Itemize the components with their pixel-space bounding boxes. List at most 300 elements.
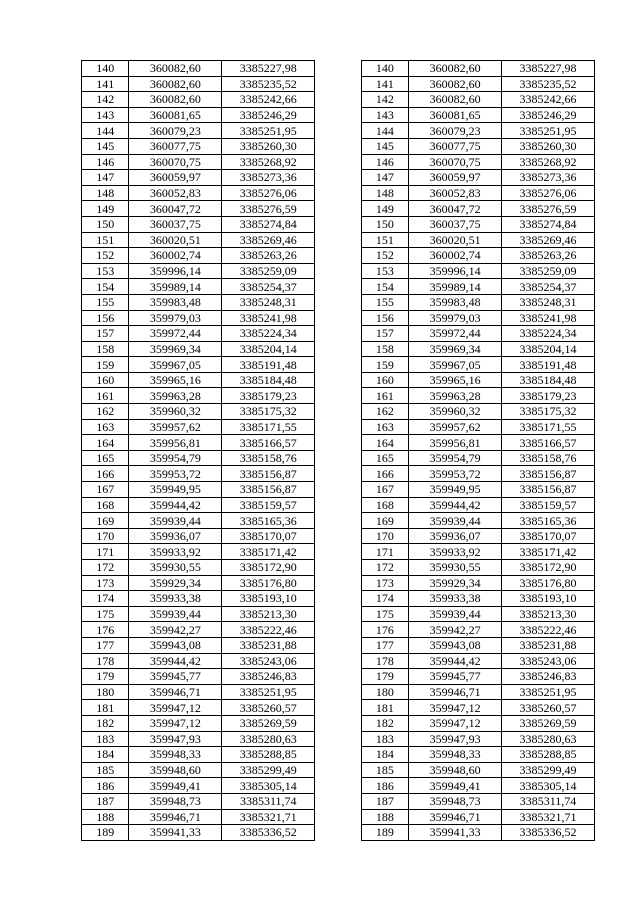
left-y-coordinate-cell: 3385305,14 xyxy=(222,778,315,794)
column-gap xyxy=(315,528,361,544)
column-gap xyxy=(315,575,361,591)
right-x-coordinate-cell: 359989,14 xyxy=(409,279,502,295)
right-y-coordinate-cell: 3385268,92 xyxy=(502,154,595,170)
right-point-number-cell: 185 xyxy=(361,762,408,778)
column-gap xyxy=(315,482,361,498)
left-y-coordinate-cell: 3385288,85 xyxy=(222,747,315,763)
column-gap xyxy=(315,232,361,248)
left-y-coordinate-cell: 3385260,30 xyxy=(222,138,315,154)
left-point-number-cell: 145 xyxy=(82,138,129,154)
right-y-coordinate-cell: 3385276,59 xyxy=(502,201,595,217)
left-y-coordinate-cell: 3385311,74 xyxy=(222,793,315,809)
right-y-coordinate-cell: 3385263,26 xyxy=(502,248,595,264)
left-point-number-cell: 187 xyxy=(82,793,129,809)
table-row xyxy=(82,560,595,576)
right-x-coordinate-cell: 359936,07 xyxy=(409,528,502,544)
right-y-coordinate-cell: 3385165,36 xyxy=(502,513,595,529)
right-x-coordinate-cell: 360082,60 xyxy=(409,76,502,92)
right-x-coordinate-cell: 359945,77 xyxy=(409,669,502,685)
right-point-number-cell: 157 xyxy=(361,326,408,342)
left-x-coordinate-cell: 359943,08 xyxy=(129,637,222,653)
column-gap xyxy=(315,731,361,747)
right-y-coordinate-cell: 3385280,63 xyxy=(502,731,595,747)
left-x-coordinate-cell: 359939,44 xyxy=(129,513,222,529)
left-point-number-cell: 155 xyxy=(82,294,129,310)
table-row xyxy=(82,232,595,248)
left-y-coordinate-cell: 3385171,55 xyxy=(222,419,315,435)
right-y-coordinate-cell: 3385246,83 xyxy=(502,669,595,685)
right-point-number-cell: 170 xyxy=(361,528,408,544)
left-y-coordinate-cell: 3385213,30 xyxy=(222,606,315,622)
left-y-coordinate-cell: 3385191,48 xyxy=(222,357,315,373)
left-x-coordinate-cell: 359944,42 xyxy=(129,653,222,669)
right-y-coordinate-cell: 3385305,14 xyxy=(502,778,595,794)
right-point-number-cell: 143 xyxy=(361,107,408,123)
right-x-coordinate-cell: 359960,32 xyxy=(409,404,502,420)
column-gap xyxy=(315,248,361,264)
table-row xyxy=(82,294,595,310)
table-row xyxy=(82,248,595,264)
left-x-coordinate-cell: 359947,93 xyxy=(129,731,222,747)
right-x-coordinate-cell: 359946,71 xyxy=(409,809,502,825)
column-gap xyxy=(315,419,361,435)
left-y-coordinate-cell: 3385260,57 xyxy=(222,700,315,716)
column-gap xyxy=(315,185,361,201)
right-x-coordinate-cell: 360082,60 xyxy=(409,92,502,108)
column-gap xyxy=(315,435,361,451)
table-row xyxy=(82,170,595,186)
left-y-coordinate-cell: 3385224,34 xyxy=(222,326,315,342)
left-y-coordinate-cell: 3385268,92 xyxy=(222,154,315,170)
left-x-coordinate-cell: 359963,28 xyxy=(129,388,222,404)
right-point-number-cell: 163 xyxy=(361,419,408,435)
right-x-coordinate-cell: 359957,62 xyxy=(409,419,502,435)
column-gap xyxy=(315,310,361,326)
right-y-coordinate-cell: 3385172,90 xyxy=(502,560,595,576)
right-point-number-cell: 167 xyxy=(361,482,408,498)
column-gap xyxy=(315,466,361,482)
left-point-number-cell: 183 xyxy=(82,731,129,747)
table-row xyxy=(82,310,595,326)
column-gap xyxy=(315,591,361,607)
right-x-coordinate-cell: 359943,08 xyxy=(409,637,502,653)
right-y-coordinate-cell: 3385176,80 xyxy=(502,575,595,591)
left-y-coordinate-cell: 3385158,76 xyxy=(222,450,315,466)
left-x-coordinate-cell: 359983,48 xyxy=(129,294,222,310)
column-gap xyxy=(315,653,361,669)
left-point-number-cell: 148 xyxy=(82,185,129,201)
left-point-number-cell: 166 xyxy=(82,466,129,482)
right-x-coordinate-cell: 359972,44 xyxy=(409,326,502,342)
right-y-coordinate-cell: 3385227,98 xyxy=(502,61,595,77)
left-point-number-cell: 151 xyxy=(82,232,129,248)
right-point-number-cell: 171 xyxy=(361,544,408,560)
right-y-coordinate-cell: 3385269,46 xyxy=(502,232,595,248)
left-y-coordinate-cell: 3385222,46 xyxy=(222,622,315,638)
right-y-coordinate-cell: 3385276,06 xyxy=(502,185,595,201)
right-y-coordinate-cell: 3385231,88 xyxy=(502,637,595,653)
left-y-coordinate-cell: 3385231,88 xyxy=(222,637,315,653)
column-gap xyxy=(315,669,361,685)
left-point-number-cell: 168 xyxy=(82,497,129,513)
left-point-number-cell: 161 xyxy=(82,388,129,404)
left-point-number-cell: 141 xyxy=(82,76,129,92)
right-x-coordinate-cell: 360070,75 xyxy=(409,154,502,170)
table-row xyxy=(82,326,595,342)
left-x-coordinate-cell: 360002,74 xyxy=(129,248,222,264)
left-point-number-cell: 144 xyxy=(82,123,129,139)
right-point-number-cell: 150 xyxy=(361,216,408,232)
column-gap xyxy=(315,123,361,139)
table-row xyxy=(82,700,595,716)
left-point-number-cell: 173 xyxy=(82,575,129,591)
column-gap xyxy=(315,404,361,420)
table-row xyxy=(82,606,595,622)
right-x-coordinate-cell: 359946,71 xyxy=(409,684,502,700)
left-point-number-cell: 152 xyxy=(82,248,129,264)
right-y-coordinate-cell: 3385242,66 xyxy=(502,92,595,108)
left-point-number-cell: 175 xyxy=(82,606,129,622)
right-x-coordinate-cell: 360037,75 xyxy=(409,216,502,232)
right-y-coordinate-cell: 3385213,30 xyxy=(502,606,595,622)
right-y-coordinate-cell: 3385273,36 xyxy=(502,170,595,186)
right-point-number-cell: 145 xyxy=(361,138,408,154)
column-gap xyxy=(315,357,361,373)
column-gap xyxy=(315,279,361,295)
left-point-number-cell: 182 xyxy=(82,715,129,731)
table-row xyxy=(82,450,595,466)
left-y-coordinate-cell: 3385242,66 xyxy=(222,92,315,108)
right-y-coordinate-cell: 3385159,57 xyxy=(502,497,595,513)
left-point-number-cell: 150 xyxy=(82,216,129,232)
column-gap xyxy=(315,825,361,841)
right-point-number-cell: 140 xyxy=(361,61,408,77)
column-gap xyxy=(315,138,361,154)
left-y-coordinate-cell: 3385269,59 xyxy=(222,715,315,731)
left-x-coordinate-cell: 360082,60 xyxy=(129,61,222,77)
left-y-coordinate-cell: 3385156,87 xyxy=(222,466,315,482)
left-y-coordinate-cell: 3385179,23 xyxy=(222,388,315,404)
column-gap xyxy=(315,294,361,310)
table-row xyxy=(82,372,595,388)
right-y-coordinate-cell: 3385274,84 xyxy=(502,216,595,232)
left-y-coordinate-cell: 3385175,32 xyxy=(222,404,315,420)
right-y-coordinate-cell: 3385260,30 xyxy=(502,138,595,154)
left-y-coordinate-cell: 3385259,09 xyxy=(222,263,315,279)
left-point-number-cell: 153 xyxy=(82,263,129,279)
left-point-number-cell: 164 xyxy=(82,435,129,451)
table-row xyxy=(82,575,595,591)
right-x-coordinate-cell: 360079,23 xyxy=(409,123,502,139)
right-x-coordinate-cell: 359948,60 xyxy=(409,762,502,778)
left-point-number-cell: 188 xyxy=(82,809,129,825)
left-y-coordinate-cell: 3385248,31 xyxy=(222,294,315,310)
left-point-number-cell: 147 xyxy=(82,170,129,186)
right-x-coordinate-cell: 359965,16 xyxy=(409,372,502,388)
table-row xyxy=(82,466,595,482)
column-gap xyxy=(315,201,361,217)
table-row xyxy=(82,715,595,731)
left-point-number-cell: 143 xyxy=(82,107,129,123)
right-x-coordinate-cell: 359963,28 xyxy=(409,388,502,404)
table-row xyxy=(82,762,595,778)
left-x-coordinate-cell: 359960,32 xyxy=(129,404,222,420)
left-point-number-cell: 158 xyxy=(82,341,129,357)
table-row xyxy=(82,92,595,108)
table-row xyxy=(82,653,595,669)
right-x-coordinate-cell: 359930,55 xyxy=(409,560,502,576)
column-gap xyxy=(315,809,361,825)
right-y-coordinate-cell: 3385269,59 xyxy=(502,715,595,731)
left-y-coordinate-cell: 3385227,98 xyxy=(222,61,315,77)
right-point-number-cell: 147 xyxy=(361,170,408,186)
right-point-number-cell: 168 xyxy=(361,497,408,513)
left-point-number-cell: 142 xyxy=(82,92,129,108)
left-x-coordinate-cell: 360020,51 xyxy=(129,232,222,248)
left-y-coordinate-cell: 3385166,57 xyxy=(222,435,315,451)
table-row xyxy=(82,107,595,123)
right-y-coordinate-cell: 3385166,57 xyxy=(502,435,595,451)
table-row xyxy=(82,793,595,809)
right-y-coordinate-cell: 3385171,55 xyxy=(502,419,595,435)
left-y-coordinate-cell: 3385276,06 xyxy=(222,185,315,201)
right-x-coordinate-cell: 359967,05 xyxy=(409,357,502,373)
right-point-number-cell: 178 xyxy=(361,653,408,669)
left-y-coordinate-cell: 3385176,80 xyxy=(222,575,315,591)
left-point-number-cell: 179 xyxy=(82,669,129,685)
left-x-coordinate-cell: 359957,62 xyxy=(129,419,222,435)
left-y-coordinate-cell: 3385241,98 xyxy=(222,310,315,326)
left-x-coordinate-cell: 360059,97 xyxy=(129,170,222,186)
right-y-coordinate-cell: 3385156,87 xyxy=(502,482,595,498)
column-gap xyxy=(315,513,361,529)
left-y-coordinate-cell: 3385156,87 xyxy=(222,482,315,498)
left-x-coordinate-cell: 359989,14 xyxy=(129,279,222,295)
left-x-coordinate-cell: 359933,92 xyxy=(129,544,222,560)
left-y-coordinate-cell: 3385251,95 xyxy=(222,123,315,139)
right-y-coordinate-cell: 3385254,37 xyxy=(502,279,595,295)
right-point-number-cell: 169 xyxy=(361,513,408,529)
right-point-number-cell: 184 xyxy=(361,747,408,763)
column-gap xyxy=(315,793,361,809)
right-point-number-cell: 154 xyxy=(361,279,408,295)
left-y-coordinate-cell: 3385251,95 xyxy=(222,684,315,700)
table-row xyxy=(82,497,595,513)
coordinates-table-body xyxy=(82,61,595,841)
right-y-coordinate-cell: 3385175,32 xyxy=(502,404,595,420)
column-gap xyxy=(315,216,361,232)
left-x-coordinate-cell: 360079,23 xyxy=(129,123,222,139)
right-x-coordinate-cell: 360020,51 xyxy=(409,232,502,248)
left-y-coordinate-cell: 3385321,71 xyxy=(222,809,315,825)
table-row xyxy=(82,778,595,794)
right-point-number-cell: 187 xyxy=(361,793,408,809)
left-point-number-cell: 184 xyxy=(82,747,129,763)
table-row xyxy=(82,341,595,357)
left-x-coordinate-cell: 360037,75 xyxy=(129,216,222,232)
right-point-number-cell: 173 xyxy=(361,575,408,591)
left-point-number-cell: 178 xyxy=(82,653,129,669)
right-y-coordinate-cell: 3385288,85 xyxy=(502,747,595,763)
right-y-coordinate-cell: 3385251,95 xyxy=(502,123,595,139)
left-x-coordinate-cell: 359954,79 xyxy=(129,450,222,466)
right-y-coordinate-cell: 3385241,98 xyxy=(502,310,595,326)
right-point-number-cell: 179 xyxy=(361,669,408,685)
column-gap xyxy=(315,341,361,357)
right-point-number-cell: 175 xyxy=(361,606,408,622)
right-x-coordinate-cell: 359947,12 xyxy=(409,715,502,731)
right-point-number-cell: 188 xyxy=(361,809,408,825)
left-point-number-cell: 157 xyxy=(82,326,129,342)
right-y-coordinate-cell: 3385235,52 xyxy=(502,76,595,92)
right-point-number-cell: 148 xyxy=(361,185,408,201)
table-row xyxy=(82,216,595,232)
column-gap xyxy=(315,762,361,778)
right-y-coordinate-cell: 3385171,42 xyxy=(502,544,595,560)
right-y-coordinate-cell: 3385243,06 xyxy=(502,653,595,669)
right-x-coordinate-cell: 359953,72 xyxy=(409,466,502,482)
left-y-coordinate-cell: 3385274,84 xyxy=(222,216,315,232)
column-gap xyxy=(315,107,361,123)
table-row xyxy=(82,591,595,607)
right-point-number-cell: 165 xyxy=(361,450,408,466)
left-x-coordinate-cell: 360052,83 xyxy=(129,185,222,201)
right-point-number-cell: 156 xyxy=(361,310,408,326)
left-y-coordinate-cell: 3385171,42 xyxy=(222,544,315,560)
right-y-coordinate-cell: 3385158,76 xyxy=(502,450,595,466)
right-x-coordinate-cell: 359969,34 xyxy=(409,341,502,357)
column-gap xyxy=(315,560,361,576)
table-row xyxy=(82,279,595,295)
right-point-number-cell: 164 xyxy=(361,435,408,451)
column-gap xyxy=(315,637,361,653)
left-x-coordinate-cell: 359947,12 xyxy=(129,715,222,731)
left-x-coordinate-cell: 359947,12 xyxy=(129,700,222,716)
right-point-number-cell: 176 xyxy=(361,622,408,638)
table-row xyxy=(82,154,595,170)
left-y-coordinate-cell: 3385336,52 xyxy=(222,825,315,841)
left-x-coordinate-cell: 359949,95 xyxy=(129,482,222,498)
right-x-coordinate-cell: 359939,44 xyxy=(409,513,502,529)
right-x-coordinate-cell: 359944,42 xyxy=(409,497,502,513)
left-y-coordinate-cell: 3385254,37 xyxy=(222,279,315,295)
left-x-coordinate-cell: 359969,34 xyxy=(129,341,222,357)
left-y-coordinate-cell: 3385170,07 xyxy=(222,528,315,544)
right-point-number-cell: 177 xyxy=(361,637,408,653)
column-gap xyxy=(315,747,361,763)
table-row xyxy=(82,263,595,279)
table-row xyxy=(82,637,595,653)
left-point-number-cell: 163 xyxy=(82,419,129,435)
left-x-coordinate-cell: 360070,75 xyxy=(129,154,222,170)
left-point-number-cell: 180 xyxy=(82,684,129,700)
right-y-coordinate-cell: 3385179,23 xyxy=(502,388,595,404)
right-y-coordinate-cell: 3385224,34 xyxy=(502,326,595,342)
coordinates-table xyxy=(81,60,595,841)
left-x-coordinate-cell: 359944,42 xyxy=(129,497,222,513)
right-point-number-cell: 181 xyxy=(361,700,408,716)
right-x-coordinate-cell: 359933,38 xyxy=(409,591,502,607)
left-point-number-cell: 159 xyxy=(82,357,129,373)
table-row xyxy=(82,419,595,435)
right-point-number-cell: 158 xyxy=(361,341,408,357)
table-row xyxy=(82,747,595,763)
right-point-number-cell: 172 xyxy=(361,560,408,576)
right-x-coordinate-cell: 359983,48 xyxy=(409,294,502,310)
left-point-number-cell: 174 xyxy=(82,591,129,607)
right-point-number-cell: 183 xyxy=(361,731,408,747)
right-x-coordinate-cell: 359948,33 xyxy=(409,747,502,763)
right-x-coordinate-cell: 360077,75 xyxy=(409,138,502,154)
left-x-coordinate-cell: 359948,60 xyxy=(129,762,222,778)
right-point-number-cell: 151 xyxy=(361,232,408,248)
right-point-number-cell: 180 xyxy=(361,684,408,700)
left-x-coordinate-cell: 360082,60 xyxy=(129,92,222,108)
left-point-number-cell: 186 xyxy=(82,778,129,794)
right-point-number-cell: 186 xyxy=(361,778,408,794)
left-y-coordinate-cell: 3385193,10 xyxy=(222,591,315,607)
left-point-number-cell: 181 xyxy=(82,700,129,716)
left-x-coordinate-cell: 359942,27 xyxy=(129,622,222,638)
left-x-coordinate-cell: 360047,72 xyxy=(129,201,222,217)
right-y-coordinate-cell: 3385191,48 xyxy=(502,357,595,373)
column-gap xyxy=(315,622,361,638)
right-point-number-cell: 162 xyxy=(361,404,408,420)
right-x-coordinate-cell: 360082,60 xyxy=(409,61,502,77)
right-point-number-cell: 160 xyxy=(361,372,408,388)
table-row xyxy=(82,404,595,420)
left-y-coordinate-cell: 3385276,59 xyxy=(222,201,315,217)
right-point-number-cell: 142 xyxy=(361,92,408,108)
left-point-number-cell: 169 xyxy=(82,513,129,529)
right-y-coordinate-cell: 3385336,52 xyxy=(502,825,595,841)
right-point-number-cell: 152 xyxy=(361,248,408,264)
right-x-coordinate-cell: 360052,83 xyxy=(409,185,502,201)
right-point-number-cell: 149 xyxy=(361,201,408,217)
left-y-coordinate-cell: 3385246,83 xyxy=(222,669,315,685)
right-x-coordinate-cell: 359942,27 xyxy=(409,622,502,638)
left-point-number-cell: 177 xyxy=(82,637,129,653)
left-x-coordinate-cell: 359967,05 xyxy=(129,357,222,373)
left-y-coordinate-cell: 3385273,36 xyxy=(222,170,315,186)
column-gap xyxy=(315,544,361,560)
right-point-number-cell: 189 xyxy=(361,825,408,841)
table-row xyxy=(82,201,595,217)
right-y-coordinate-cell: 3385299,49 xyxy=(502,762,595,778)
left-x-coordinate-cell: 359953,72 xyxy=(129,466,222,482)
right-y-coordinate-cell: 3385321,71 xyxy=(502,809,595,825)
left-y-coordinate-cell: 3385204,14 xyxy=(222,341,315,357)
left-x-coordinate-cell: 359929,34 xyxy=(129,575,222,591)
table-row xyxy=(82,185,595,201)
left-point-number-cell: 165 xyxy=(82,450,129,466)
left-x-coordinate-cell: 359956,81 xyxy=(129,435,222,451)
left-point-number-cell: 156 xyxy=(82,310,129,326)
right-x-coordinate-cell: 359944,42 xyxy=(409,653,502,669)
left-y-coordinate-cell: 3385263,26 xyxy=(222,248,315,264)
left-x-coordinate-cell: 359930,55 xyxy=(129,560,222,576)
right-x-coordinate-cell: 359947,93 xyxy=(409,731,502,747)
right-y-coordinate-cell: 3385251,95 xyxy=(502,684,595,700)
right-point-number-cell: 182 xyxy=(361,715,408,731)
table-row xyxy=(82,138,595,154)
left-x-coordinate-cell: 360081,65 xyxy=(129,107,222,123)
table-row xyxy=(82,61,595,77)
right-y-coordinate-cell: 3385311,74 xyxy=(502,793,595,809)
right-x-coordinate-cell: 359954,79 xyxy=(409,450,502,466)
right-y-coordinate-cell: 3385248,31 xyxy=(502,294,595,310)
column-gap xyxy=(315,263,361,279)
